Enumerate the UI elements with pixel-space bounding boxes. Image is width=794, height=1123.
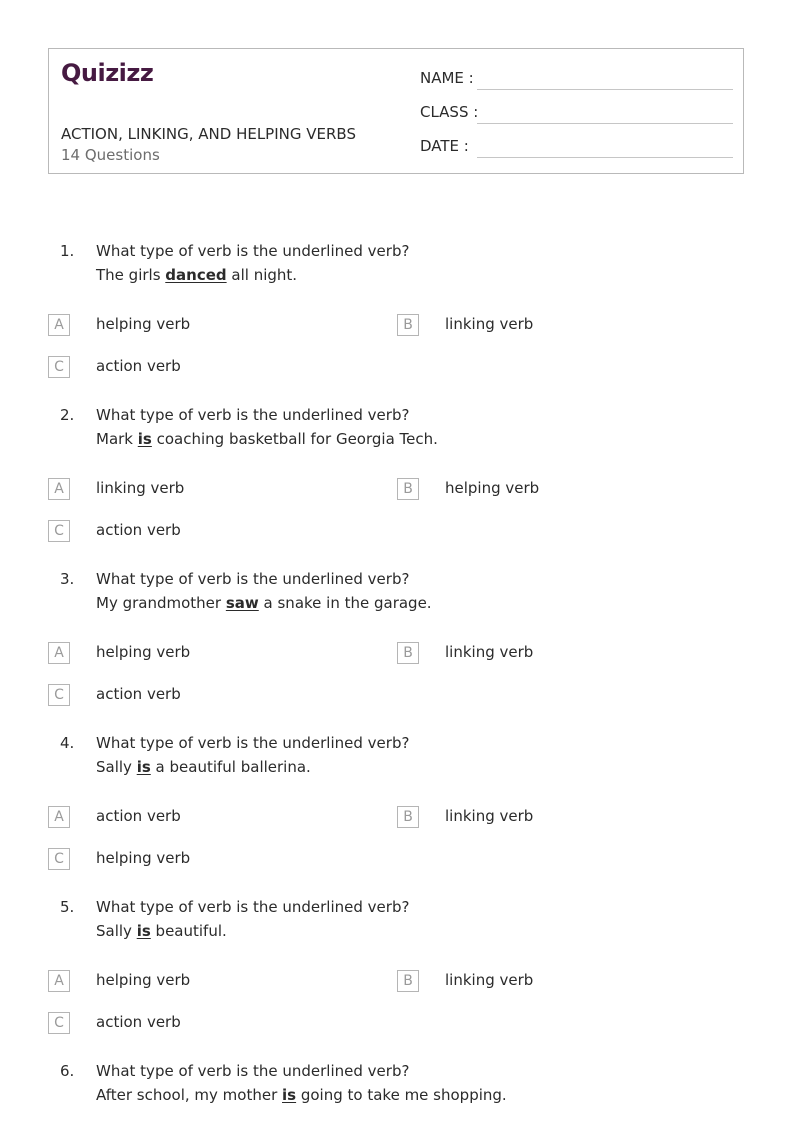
sentence-start: Sally [96,922,137,940]
sentence-start: My grandmother [96,594,226,612]
sentence-end: a snake in the garage. [258,594,432,612]
option-letter-box[interactable]: B [397,806,419,828]
option-text: helping verb [96,315,191,333]
option-letter-box[interactable]: B [397,478,419,500]
option-text: linking verb [445,971,534,989]
underlined-verb: is [137,430,152,448]
question-sentence [96,594,432,612]
option-letter-box[interactable]: A [48,642,70,664]
sentence-start: After school, my mother [96,1086,283,1104]
option-text: helping verb [96,849,191,867]
sentence-end: going to take me shopping. [296,1086,507,1104]
question-prompt: What type of verb is the underlined verb? [96,242,410,260]
underlined-verb: is [282,1086,297,1104]
underlined-verb: is [136,922,151,940]
question-prompt: What type of verb is the underlined verb? [96,898,410,916]
option-text: linking verb [445,807,534,825]
option-letter-box[interactable]: A [48,314,70,336]
option-text: action verb [96,685,181,703]
worksheet-header [48,48,744,174]
option-text: linking verb [445,643,534,661]
option-text: action verb [96,521,181,539]
option-letter-box[interactable]: A [48,806,70,828]
question-number: 3. [60,570,75,588]
option-text: action verb [96,1013,181,1031]
question-sentence [96,266,297,284]
option-letter-box[interactable]: B [397,970,419,992]
question-number: 2. [60,406,75,424]
question-count: 14 Questions [61,146,160,164]
option-text: helping verb [96,643,191,661]
sentence-start: Sally [96,758,137,776]
question-prompt: What type of verb is the underlined verb? [96,734,410,752]
sentence-start: Mark [96,430,138,448]
question-number: 1. [60,242,75,260]
question-sentence [96,758,311,776]
option-letter-box[interactable]: B [397,642,419,664]
question-prompt: What type of verb is the underlined verb? [96,570,410,588]
question-number: 4. [60,734,75,752]
question-sentence [96,922,227,940]
underlined-verb: danced [165,266,227,284]
option-letter-box[interactable]: B [397,314,419,336]
underlined-verb: saw [225,594,259,612]
date-label: DATE : [420,137,469,155]
option-text: linking verb [96,479,185,497]
option-letter-box[interactable]: A [48,478,70,500]
date-line [477,157,733,158]
sentence-end: a beautiful ballerina. [150,758,311,776]
sentence-end: all night. [226,266,298,284]
question-prompt: What type of verb is the underlined verb? [96,406,410,424]
question-sentence [96,1086,507,1104]
sentence-start: The girls [96,266,166,284]
underlined-verb: is [136,758,151,776]
option-letter-box[interactable]: A [48,970,70,992]
question-number: 6. [60,1062,75,1080]
option-text: action verb [96,807,181,825]
sentence-end: beautiful. [150,922,227,940]
name-line [477,89,733,90]
option-letter-box[interactable]: C [48,848,70,870]
option-text: helping verb [445,479,540,497]
sentence-end: coaching basketball for Georgia Tech. [151,430,438,448]
class-label: CLASS : [420,103,479,121]
worksheet-title: ACTION, LINKING, AND HELPING VERBS [61,125,356,143]
question-sentence [96,430,438,448]
option-text: action verb [96,357,181,375]
option-letter-box[interactable]: C [48,1012,70,1034]
option-letter-box[interactable]: C [48,520,70,542]
class-line [477,123,733,124]
option-text: linking verb [445,315,534,333]
option-letter-box[interactable]: C [48,356,70,378]
option-letter-box[interactable]: C [48,684,70,706]
name-label: NAME : [420,69,474,87]
quizizz-logo: Quizizz [61,59,154,87]
question-prompt: What type of verb is the underlined verb? [96,1062,410,1080]
option-text: helping verb [96,971,191,989]
question-number: 5. [60,898,75,916]
